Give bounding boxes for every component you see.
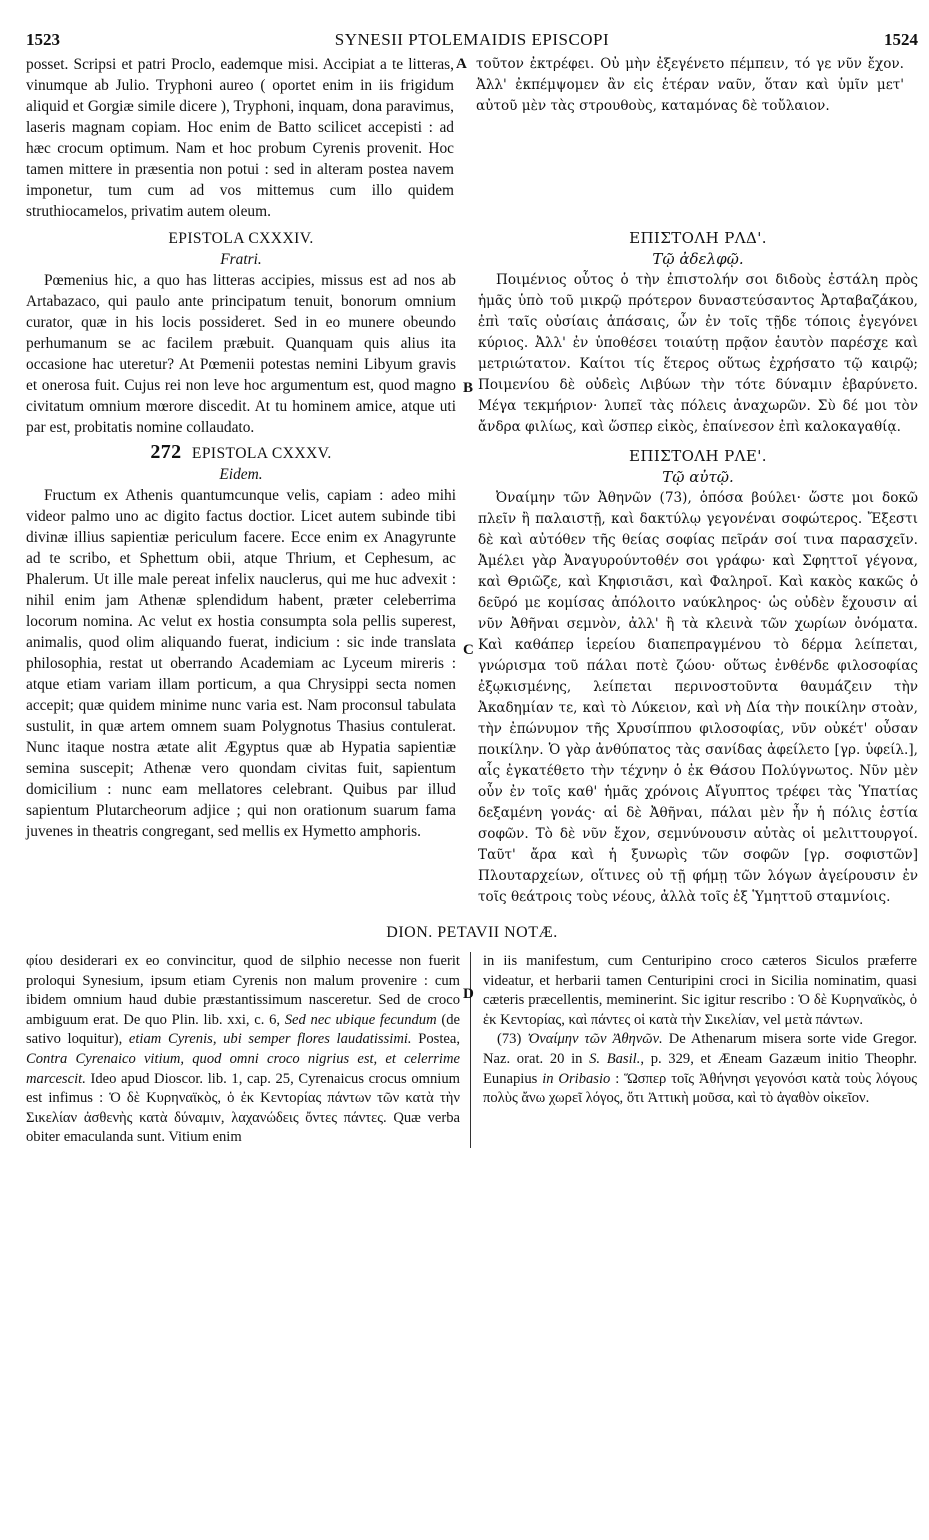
- epistola-134: [26, 184, 918, 438]
- margin-marker-b: B: [463, 380, 474, 396]
- margin-marker-d: D: [463, 986, 474, 1002]
- ep134-greek-subtitle: Τῷ ἀδελφῷ.: [652, 250, 744, 268]
- ep135-latin-title: [26, 442, 456, 464]
- ep134-greek-col: [478, 184, 918, 438]
- note-73-c: : Ὥσπερ τοῖς Ἀθήνησι γεγονόσι κατὰ τοὺς λόγους πολὺς ἄνω χωρεῖ λόγος, ὅτι Ἀττικὴ μοῦσα, καὶ τὸ ἀγαθὸν οἰκεῖον.: [483, 1070, 917, 1107]
- book-page-number: 272: [150, 441, 182, 463]
- notes-section: [26, 952, 918, 1148]
- notes-right-text-2: [483, 1030, 917, 1108]
- note-73-a: De Athenarum misera sorte vide Gregor. Naz. orat. 20 in: [483, 1031, 917, 1067]
- ep134-greek-text: Ποιμένιος οὗτος ὁ τὴν ἐπιστολήν σοι διδοὺς ἐστάλη πρὸς ἡμᾶς ὑπὸ τοῦ μικρῷ πρότερον δυναστεύσαντος Ἀρταβαζάκου, ἐπὶ ταῖς οὐσίαις ἁπάσαις, ὧν ἐν τοῖς τῇδε τόποις ἐγεγόνει κύριος. Ἀλλ' ἐν ὑποθέσει τοιαύτῃ πρᾷον ἑαυτὸν παρέσχε καὶ μετριώτατον. Καίτοι τίς ἕτερος οὕτως ἐχρήσατο τῷ καιρῷ; Ποιμενίου δὲ οὐδεὶς Λιβύων τὴν τότε δύναμιν ἐβαρύνετο. Μέγα τεκμήριον· λυπεῖ τὰς πόλεις ἀναχωρῶν. Σὺ δέ μοι τὸν ἄνδρα φιλίως, καὶ ὥσπερ εἰκὸς, ἐπαίνεσον ἐπὶ καλοκαγαθίᾳ.: [478, 272, 918, 435]
- page: [26, 22, 918, 1148]
- page-number-left: 1523: [26, 30, 60, 49]
- ep134-latin-text: Pœmenius hic, a quo has litteras accipies, missus est ad nos ab Artabazaco, qui paulo ante principatum tenuit, bonorum omnium curator, quæ in his locis possideret. Sed in eo munere obeundo perhumanum se ac facilem præbuit. Quanquam quis alius ita occasione hac uteretur? At Pœmenii potestas nemini Libyum gravis et onerosa fuit. Cujus rei non leve hoc argumentum est, quod magno civitatum omnium mœrore discedit. At tu hominem amice, atque uti par est, probitatis nomine collaudato.: [26, 272, 456, 436]
- ep135-greek-title: ΕΠΙΣΤΟΛΗ ΡΛΕ'.: [629, 447, 767, 465]
- note-left-quote-1: Sed nec ubique fecundum: [284, 1011, 437, 1028]
- note-left-b: (de sativo loquitur),: [26, 1011, 460, 1048]
- note-left-quote-2: etiam Cyrenis, ubi semper flores laudatissimi.: [128, 1031, 412, 1048]
- ep135-greek-col: [478, 442, 918, 908]
- ep134-latin-col: [26, 184, 456, 438]
- ep135-latin-title-text: EPISTOLA CXXXV.: [191, 445, 332, 462]
- margin-marker-a: A: [456, 56, 467, 72]
- ep135-latin-col: [26, 442, 456, 908]
- ep134-greek-title: ΕΠΙΣΤΟΛΗ ΡΛΔ'.: [629, 229, 767, 247]
- notes-left-text: [26, 952, 460, 1148]
- ep134-latin-subtitle: Fratri.: [220, 251, 262, 268]
- note-73-b: , p. 329, et Æneam Gazæum initio Theophr. Eunapius: [483, 1050, 917, 1087]
- running-title: SYNESII PTOLEMAIDIS EPISCOPI: [334, 30, 610, 49]
- note-left-a: φίου desiderari ex eo convincitur, quod de silphio necesse non fuerit proloqui Synesium, ipsum etiam Cyrenis non malum provenire : cum ibidem omnium haud dubie præstantissimum nasceretur. Sed de croco ambiguum erat. De quo Plin. lib. xxi, c. 6,: [26, 953, 460, 1028]
- note-left-quote-3: Contra Cyrenaico vitium, quod omni croco nigrius est, et celerrime marcescit.: [26, 1050, 460, 1087]
- ep135-greek-subtitle: Τῷ αὐτῷ.: [662, 468, 734, 486]
- note-left-c: Postea,: [418, 1031, 460, 1048]
- page-number-right: 1524: [884, 30, 918, 49]
- note-73-ref-2: in Oribasio: [542, 1070, 611, 1087]
- ep135-latin-text: Fructum ex Athenis quantumcunque velis, capiam : adeo mihi videor palmo uno ac digito factus doctior. Licet autem subinde tibi divinæ illius sapientiæ periculum facere. Ecce enim ex Anagyrunte ad te scribo, et Sphettum obii, atque Thrium, et Cephesum, ac Phalerum. Ut ille male pereat infelix nauclerus, qui me huc advexit : nihil enim jam Athenæ splendidum habent, præter celeberrima locorum nomina. Ac velut ex hostia consumpta sola pellis superest, animalis, quod olim aliquando fuerat, indicium : sic inde translata philosophia, restat ut oberrando Academiam ac Lyceum mireris : atque etiam variam illam porticum, a qua Chrysippi secta nomen accepit; quæ quidem minime nunc varia est. Nam proconsul tabulata sustulit, in quæ artem omnem suam Polygnotus Thasius contulerat. Nunc itaque nostra ætate alit Ægyptus quæ ab Hypatia sapientiæ semina suscepit; Athenæ vero quondam civitas fuit, sapientum domicilium : nunc eam mellatores celebrant. Quibus par illud sapientum Plutarcheorum adjice ; qui non orationum suarum fama juvenes in theatris congregant, sed mellis ex Hymetto amphoris.: [26, 487, 456, 840]
- note-left-d: Ideo apud Dioscor. lib. 1, cap. 25, Cyrenaicus crocus omnium est infimus : Ὁ δὲ Κυρηναϊκὸς, ὁ ἐκ Κεντορίας πάντων τῶν κατὰ τὴν Σικελίαν ἀσθενὴς κατὰ δύναμιν, λαχανώδεις ὄντες πάντες. Quæ verba obiter emaculanda sunt. Vitium enim: [26, 1070, 460, 1146]
- notes-title: DION. PETAVII NOTÆ.: [386, 924, 558, 941]
- note-73-number: (73): [497, 1031, 522, 1048]
- notes-left-col: [26, 952, 471, 1148]
- margin-marker-c: C: [463, 642, 474, 658]
- ep135-greek-text: Ὀναίμην τῶν Ἀθηνῶν (73), ὁπόσα βούλει· ὥστε μοι δοκῶ πλεῖν ἢ παλαιστῇ, καὶ δακτύλῳ γεγονέναι σοφώτερος. Ἔξεστι δὲ καὶ αὐτόθεν τῆς θείας σοφίας πεῖράν σοί τινα παρασχεῖν. Ἀμέλει γὰρ Ἀναγυρούντοθέν σοι γράφω· καὶ Σφηττοῖ γέγονα, καὶ Θριῶζε, καὶ Κηφισιᾶσι, καὶ Φαληροῖ. Καὶ κακὸς κακῶς ὁ δεῦρό με κομίσας ἀπόλοιτο ναύκληρος· ὡς οὐδὲν ἔχουσιν αἱ νῦν Ἀθῆναι σεμνὸν, ἀλλ' ἢ τὰ κλεινὰ τῶν χωρίων ὀνόματα. Καὶ καθάπερ ἱερείου διαπεπραγμένου τὸ δέρμα λείπεται, γνώρισμα τοῦ πάλαι ποτὲ ζώου· οὕτως ἐνθένδε φιλοσοφίας ἐξῳκισμένης, λείπεται περινοστοῦντα θαυμάζειν τὴν Ἀκαδημίαν τε, καὶ τὸ Λύκειον, καὶ νὴ Δία τὴν ποικίλην στοὰν, τὴν ἐπώνυμον τῆς Χρυσίππου φιλοσοφίας, νῦν οὐκέτ' οὖσαν ποικίλην. Ὁ γὰρ ἀνθύπατος τὰς σανίδας ἀφείλετο [γρ. ὑφείλ.], αἷς ἐγκατέθετο τὴν τέχνην ὁ ἐκ Θάσου Πολύγνωτος. Νῦν μὲν οὖν ἐν τοῖς καθ' ἡμᾶς χρόνοις Αἴγυπτος τρέφει τὰς Ὑπατίας δεξαμένη γονάς· αἱ δὲ Ἀθῆναι, πάλαι μὲν ἦν ἡ πόλις ἑστία σοφῶν. Τὸ δὲ νῦν ἔχον, σεμνύνουσιν αὐτὰς οἱ μελιττουργοί. Ταῦτ' ἄρα καὶ ἡ ξυνωρὶς τῶν σοφῶν [γρ. σοφιστῶν] Πλουταρχείων, οἵτινες οὐ τῇ φήμῃ τῶν λόγων ἀγείρουσιν ἐν τοῖς θεάτροις τοὺς νέους, ἀλλὰ τοῖς ἐξ Ὑμηττοῦ σταμνίοις.: [478, 490, 918, 905]
- note-73-ref-1: S. Basil.: [589, 1050, 641, 1067]
- notes-right-col: [483, 952, 917, 1148]
- notes-right-text-1: in iis manifestum, cum Centuripino croco cæteros Siculos præferre videatur, et herbarii tamen Centuripini croci in Sicilia nominatim, quasi cæteris præcellentis, meminerint. Sic igitur rescribo : Ὁ δὲ Κυρηναϊκὸς, ὁ ἐκ Κεντορίας, καὶ πάντες οἱ κατὰ τὴν Σικελίαν, vel μετὰ πάντων.: [483, 953, 917, 1028]
- running-header: [26, 22, 918, 52]
- ep135-latin-subtitle: Eidem.: [219, 466, 263, 483]
- note-73-lemma: Ὀναίμην τῶν Ἀθηνῶν.: [527, 1031, 663, 1048]
- intro-greek: τοῦτον ἐκτρέφει. Οὐ μὴν ἐξεγένετο πέμπειν, τό γε νῦν ἔχον. Ἀλλ' ἐκπέμψομεν ἂν εἰς ἑτέραν ναῦν, ὅταν καὶ ὑμῖν μετ' αὐτοῦ μὲν τὰς στρουθοὺς, καταμόνας δὲ τοὔλαιον.: [476, 56, 904, 114]
- intro-latin: posset. Scripsi et patri Proclo, eademque misi. Accipiat a te litteras, vinumque ab Julio. Tryphoni aureo ( oportet enim in iis frigidum aliquid et Gorgiæ simile dicere ), Tryphoni, inquam, dona paravimus, laseris magnam copiam. Hoc enim de Batto scilicet accepisti : ad hæc crocum optimum. Nam et hoc probum Cyrenis provenit. Hoc tamen mittere in præsentia non potui : sed in alteram postea navem imponetur, tum cum ad vos mittemus cum illo quidem struthiocamelos, privatim autem oleum.: [26, 56, 454, 220]
- ep134-latin-title: EPISTOLA CXXXIV.: [168, 230, 314, 247]
